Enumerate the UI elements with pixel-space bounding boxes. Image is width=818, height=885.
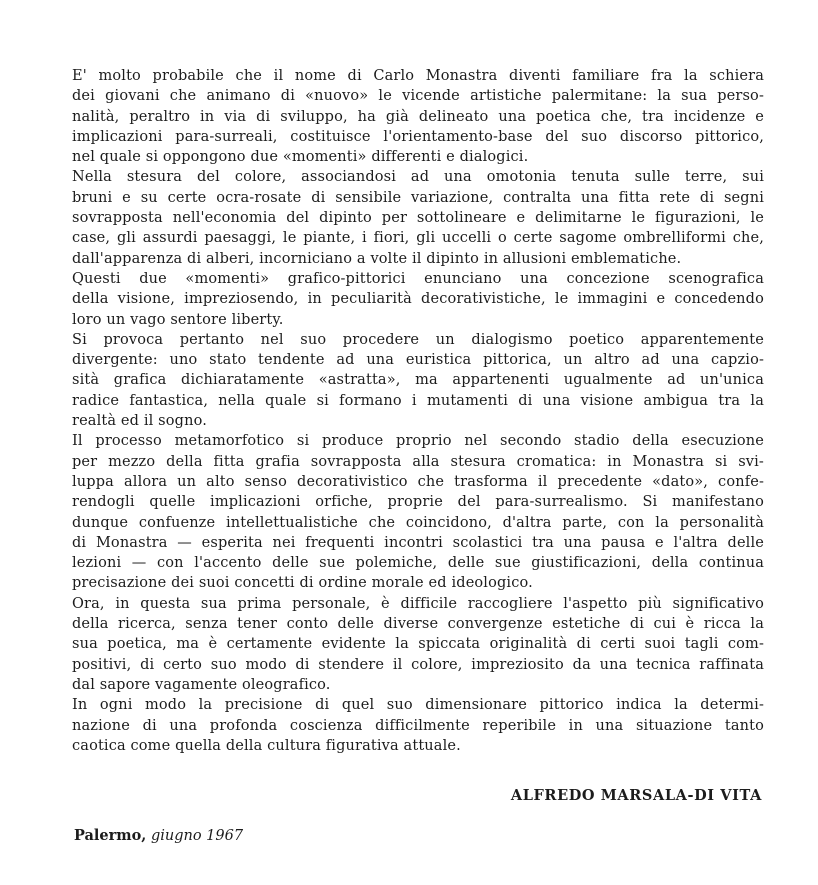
text-line: case, gli assurdi paesaggi, le piante, i fiori, gli uccelli o certe sagome ombrelliformi che, [72,230,764,247]
paragraph-4 [72,330,764,431]
text-line: sità grafica dichiaratamente «astratta», ma appartenenti ugualmente ad un'unica [72,372,764,389]
text-line: della visione, impreziosendo, in peculiarità decorativistiche, le immagini e concedendo [72,291,764,308]
text-line: dall'apparenza di alberi, incorniciano a volte il dipinto in allusioni emblematiche. [72,250,682,267]
text-line: dal sapore vagamente oleografico. [72,676,331,693]
text-line: precisazione dei suoi concetti di ordine morale ed ideologico. [72,575,533,592]
text-line: dei giovani che animano di «nuovo» le vicende artistiche palermitane: la sua perso- [72,88,764,105]
place-name: Palermo, [74,827,147,844]
text-line: loro un vago sentore liberty. [72,311,284,328]
text-line: Si provoca pertanto nel suo procedere un dialogismo poetico apparentemente [72,331,764,348]
paragraph-2 [72,167,764,268]
text-line: di Monastra — esperita nei frequenti incontri scolastici tra una pausa e l'altra delle [72,534,764,551]
text-line: positivi, di certo suo modo di stendere il colore, impreziosito da una tecnica raffinata [72,656,764,673]
text-line: sovrapposta nell'economia del dipinto per sottolineare e delimitarne le figurazioni, le [72,210,764,227]
text-line: Il processo metamorfotico si produce proprio nel secondo stadio della esecuzione [72,433,764,450]
author-signature: ALFREDO MARSALA-DI VITA [510,787,762,804]
text-line: nazione di una profonda coscienza difficilmente reperibile in una situazione tanto [72,717,764,734]
text-line: In ogni modo la precisione di quel suo dimensionare pittorico indica la determi- [72,697,764,714]
text-line: bruni e su certe ocra-rosate di sensibile variazione, contralta una fitta rete di segni [72,189,764,206]
paragraph-6 [72,594,764,695]
text-line: sua poetica, ma è certamente evidente la spiccata originalità di certi suoi tagli com- [72,636,764,653]
text-line: dunque confuenze intellettualistiche che coincidono, d'altra parte, con la personalità [72,514,764,531]
paragraph-7 [72,695,764,756]
text-line: rendogli quelle implicazioni orfiche, proprie del para-surrealismo. Si manifestano [72,494,764,511]
text-line: radice fantastica, nella quale si formano i mutamenti di una visione ambigua tra la [72,392,764,409]
text-line: caotica come quella della cultura figurativa attuale. [72,737,461,754]
text-line: nel quale si oppongono due «momenti» differenti e dialogici. [72,149,529,166]
paragraph-5 [72,431,764,593]
text-line: luppa allora un alto senso decorativistico che trasforma il precedente «dato», confe- [72,473,764,490]
article-body [72,66,764,756]
text-line: Ora, in questa sua prima personale, è difficile raccogliere l'aspetto più significativo [72,595,764,612]
text-line: nalità, peraltro in via di sviluppo, ha già delineato una poetica che, tra incidenze e [72,108,764,125]
text-line: della ricerca, senza tener conto delle diverse convergenze estetiche di cui è ricca la [72,616,764,633]
paragraph-3 [72,269,764,330]
place-date [74,827,243,844]
text-line: lezioni — con l'accento delle sue polemiche, delle sue giustificazioni, della continua [72,555,764,572]
text-line: implicazioni para-surreali, costituisce l'orientamento-base del suo discorso pittorico, [72,128,764,145]
text-line: E' molto probabile che il nome di Carlo Monastra diventi familiare fra la schiera [72,68,764,84]
paragraph-1 [72,66,764,167]
text-line: per mezzo della fitta grafia sovrapposta alla stesura cromatica: in Monastra si svi- [72,453,764,470]
text-line: Questi due «momenti» grafico-pittorici enunciano una concezione scenografica [72,270,764,287]
text-line: divergente: uno stato tendente ad una euristica pittorica, un altro ad una capzio- [72,352,764,369]
text-line: realtà ed il sogno. [72,413,207,430]
date-text: giugno 1967 [150,828,244,844]
text-line: Nella stesura del colore, associandosi ad una omotonia tenuta sulle terre, sui [72,169,764,186]
